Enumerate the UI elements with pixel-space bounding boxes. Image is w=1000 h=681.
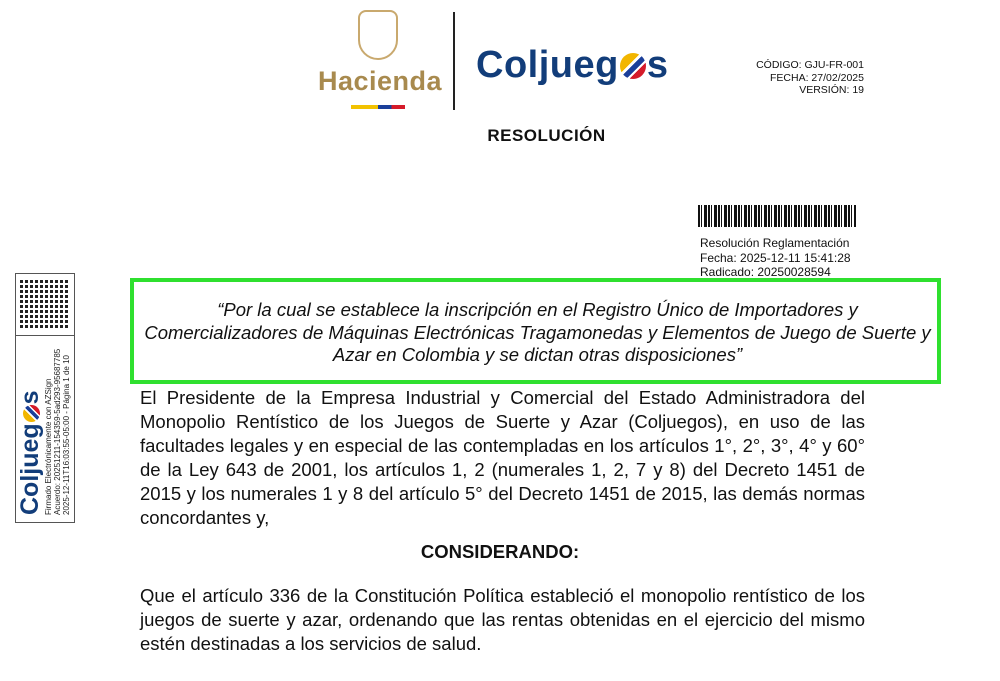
doc-code: CÓDIGO: GJU-FR-001 — [756, 59, 864, 71]
coat-of-arms-icon — [358, 10, 398, 60]
barcode — [698, 205, 856, 227]
signature-stamp — [15, 273, 75, 523]
stamp-logo-mid: eg — [16, 423, 44, 453]
radicado-date: Fecha: 2025-12-11 15:41:28 — [700, 250, 851, 265]
doc-version: VERSIÓN: 19 — [799, 84, 864, 96]
radicado-number: Radicado: 20250028594 — [700, 265, 831, 278]
considerando-paragraph: Que el artículo 336 de la Constitución Política estableció el monopolio rentístico de los juegos de suerte y azar, ordenando que las rentas obtenidas en el ejercicio del mismo estén destinadas a los servicios de salud. — [140, 585, 865, 654]
stamp-logo — [16, 327, 44, 515]
considerando-heading: CONSIDERANDO: — [420, 541, 580, 562]
coljuegos-logo — [476, 44, 668, 87]
hacienda-logo-text: Hacienda — [318, 66, 443, 96]
stamp-logo-pre: Colju — [16, 452, 44, 515]
colombia-flag-stripe — [351, 105, 405, 109]
logo-text-post: s — [646, 44, 669, 86]
hacienda-logo — [318, 10, 443, 109]
stamp-content — [16, 327, 72, 515]
logo-text-pre: Colju — [476, 44, 574, 86]
radicado-info — [700, 236, 851, 278]
coljuegos-ball-icon — [23, 405, 40, 422]
page-title: RESOLUCIÓN — [487, 126, 606, 145]
logo-divider — [453, 12, 455, 110]
radicado-type: Resolución Reglamentación — [700, 236, 850, 250]
stamp-agreement: Acuerdo: 20251211-154359-5ad293-95687785 — [53, 348, 62, 515]
document-metadata — [756, 59, 864, 97]
stamp-timestamp-page: 2025-12-11T16:03:55-05:00 - Página 1 de 10 — [62, 355, 71, 515]
resolution-subject: “Por la cual se establece la inscripción en el Registro Único de Importadores y Comercializadores de Máquinas Electrónicas Tragamonedas y Elementos de Juego de Suerte y Azar en Colombia y se dictan otras disposiciones” — [144, 299, 931, 365]
logo-text-mid: eg — [573, 44, 619, 86]
qr-code[interactable] — [20, 278, 70, 328]
doc-date: FECHA: 27/02/2025 — [770, 71, 864, 84]
stamp-logo-post: s — [16, 390, 44, 405]
coljuegos-ball-icon — [620, 53, 646, 79]
stamp-signed: Firmado Electrónicamente con AZSign — [44, 378, 53, 515]
intro-paragraph: El Presidente de la Empresa Industrial y Comercial del Estado Administradora del Monopolio Rentístico de los Juegos de Suerte y Azar (Coljuegos), en uso de las facultades legales y en especial de las contempladas en los artículos 1°, 2°, 3°, 4° y 60° de la Ley 643 de 2001, los artículos 1, 2 (numerales 1, 2, 7 y 8) del Decreto 1451 de 2015 y los numerales 1 y 8 del artículo 5° del Decreto 1451 de 2015, las demás normas concordantes y, — [140, 387, 865, 528]
